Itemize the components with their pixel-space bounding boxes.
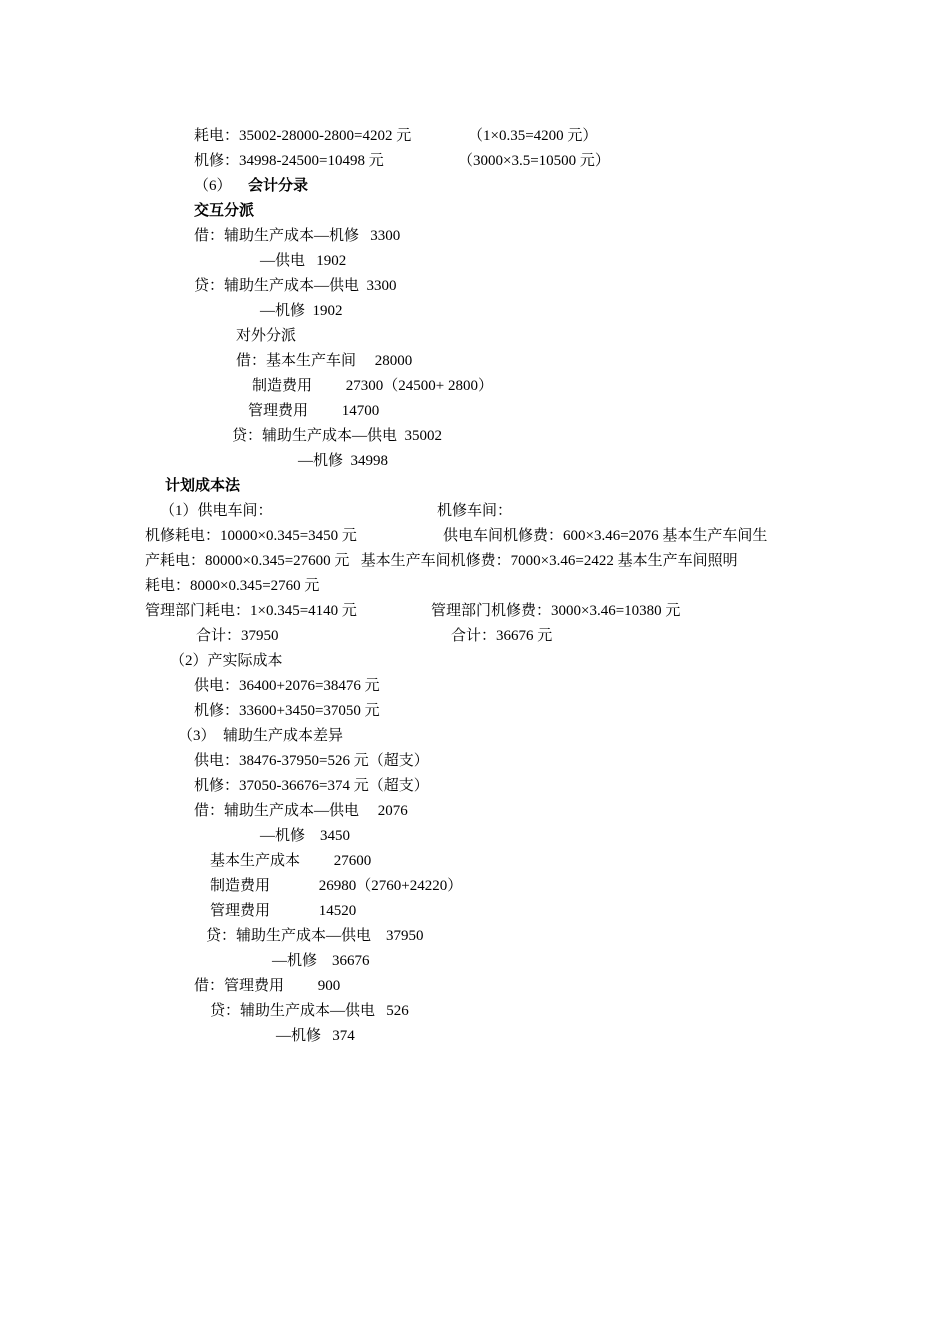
text-line: 管理费用 14700	[248, 403, 380, 419]
text-line: （3000×3.5=10500 元）	[458, 153, 610, 169]
text-line: 会计分录	[248, 178, 309, 194]
text-line: 机修：33600+3450=37050 元	[194, 703, 380, 719]
text-line: 产耗电：80000×0.345=27600 元 基本生产车间机修费：7000×3.46=2422 基本生产车间照明	[145, 553, 738, 569]
text-line: 借：管理费用 900	[194, 978, 341, 994]
text-line: 贷：辅助生产成本—供电 3300	[194, 278, 397, 294]
text-line: —机修 374	[276, 1028, 355, 1044]
text-line: —机修 36676	[272, 953, 370, 969]
text-line: 机修：34998-24500=10498 元	[194, 153, 384, 169]
text-line: 机修车间：	[437, 503, 513, 519]
text-line: （3） 辅助生产成本差异	[178, 728, 344, 744]
text-line: —供电 1902	[260, 253, 347, 269]
text-line: 对外分派	[236, 328, 297, 344]
text-line: （2）产实际成本	[170, 653, 283, 669]
text-line: 管理部门机修费：3000×3.46=10380 元	[431, 603, 681, 619]
text-line: 供电车间机修费：600×3.46=2076 基本生产车间生	[443, 528, 768, 544]
text-line: 借：基本生产车间 28000	[236, 353, 413, 369]
text-line: —机修 1902	[260, 303, 343, 319]
text-line: 管理费用 14520	[210, 903, 357, 919]
text-line: 供电：36400+2076=38476 元	[194, 678, 380, 694]
text-line: 贷：辅助生产成本—供电 526	[210, 1003, 409, 1019]
text-line: 耗电：8000×0.345=2760 元	[145, 578, 320, 594]
text-line: 制造费用 26980（2760+24220）	[210, 878, 463, 894]
text-line: 机修：37050-36676=374 元（超支）	[194, 778, 429, 794]
text-line: 管理部门耗电：1×0.345=4140 元	[145, 603, 357, 619]
text-line: 贷：辅助生产成本—供电 37950	[206, 928, 424, 944]
text-line: 制造费用 27300（24500+ 2800）	[252, 378, 493, 394]
text-line: 合计：36676 元	[451, 628, 553, 644]
text-line: 机修耗电：10000×0.345=3450 元	[145, 528, 357, 544]
text-line: 贷：辅助生产成本—供电 35002	[232, 428, 443, 444]
text-line: —机修 3450	[260, 828, 351, 844]
text-line: 计划成本法	[165, 478, 241, 494]
text-line: （1）供电车间：	[160, 503, 273, 519]
text-line: 合计：37950	[196, 628, 279, 644]
text-line: （6）	[194, 178, 232, 194]
text-line: （1×0.35=4200 元）	[468, 128, 598, 144]
text-line: 耗电：35002-28000-2800=4202 元	[194, 128, 412, 144]
text-line: 基本生产成本 27600	[210, 853, 372, 869]
text-line: 借：辅助生产成本—供电 2076	[194, 803, 408, 819]
text-line: 交互分派	[194, 203, 255, 219]
text-line: —机修 34998	[298, 453, 389, 469]
text-line: 借：辅助生产成本—机修 3300	[194, 228, 401, 244]
text-line: 供电：38476-37950=526 元（超支）	[194, 753, 429, 769]
